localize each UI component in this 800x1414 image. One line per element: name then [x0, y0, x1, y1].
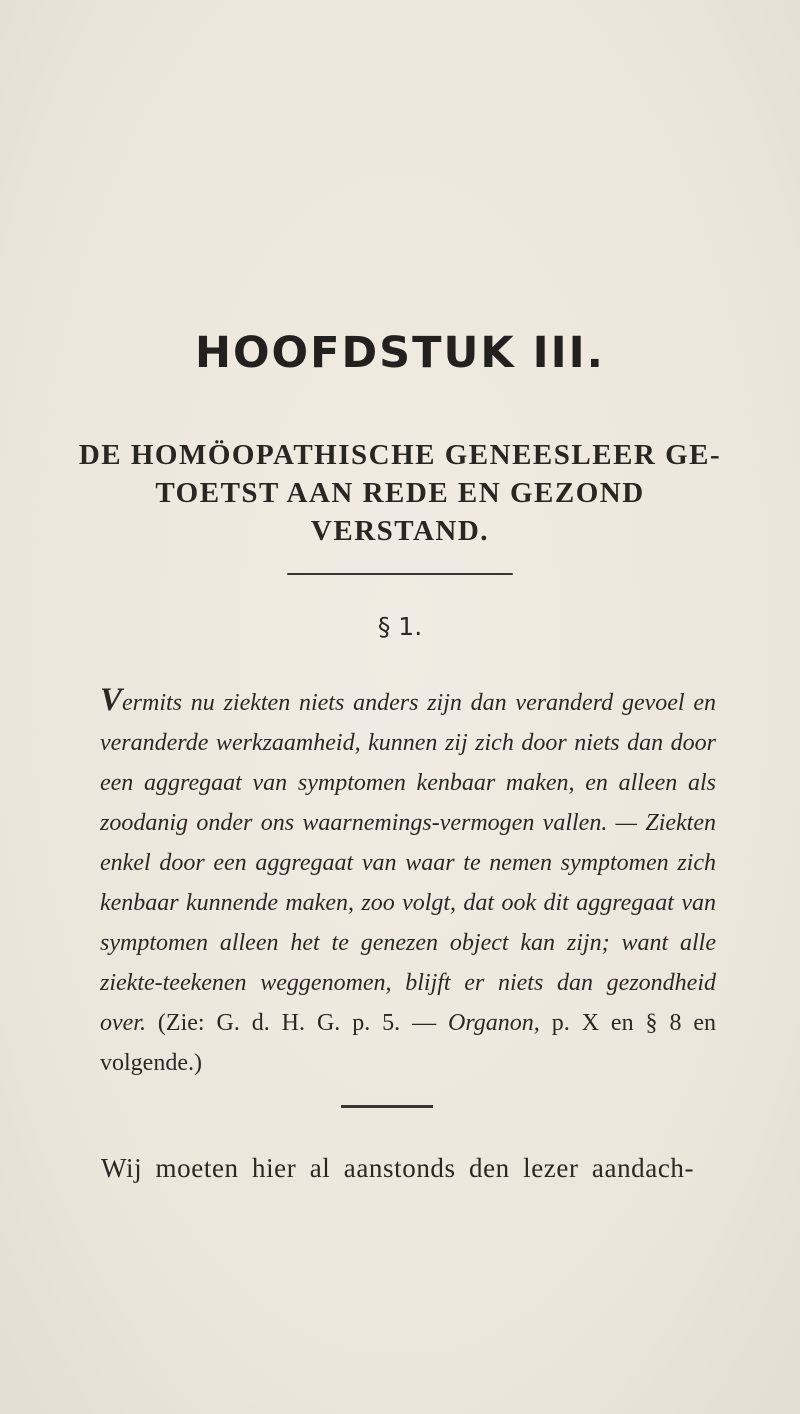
- section-number: § 1.: [377, 612, 423, 641]
- decorative-rule: [287, 573, 513, 575]
- paragraph-text: ermits nu ziekten niets anders zijn dan veranderd gevoel en veranderde werkzaamheid, kunnen zij zich door niets dan door een aggregaat van symptomen kenbaar maken, en alleen als zoodanig onder ons waarnemings-vermogen vallen. — Ziekten enkel door een aggregaat van waar te nemen symptomen zich kenbaar kunnende maken, zoo volgt, dat ook dit aggregaat van symptomen alleen het te genezen object kan zijn; want alle ziekte-teekenen weggenomen, blijft er niets dan gezondheid over.: [100, 690, 716, 1036]
- citation-work: Organon,: [448, 1010, 540, 1036]
- citation-tail: p. X en § 8 en volgende.): [100, 1010, 717, 1076]
- body-paragraph: [100, 680, 716, 1083]
- chapter-title: HOOFDSTUK III.: [194, 328, 605, 378]
- continuation-text: Wij moeten hier al aanstonds den lezer aandach-: [101, 1153, 695, 1183]
- separator-rule: [341, 1105, 433, 1108]
- citation-reference: (Zie: G. d. H. G. p. 5. —: [157, 1010, 437, 1036]
- drop-cap: V: [100, 682, 123, 718]
- chapter-heading: DE HOMÖOPATHISCHE GENEESLEER GE-TOETST AAN REDE EN GEZOND VERSTAND.: [78, 439, 722, 547]
